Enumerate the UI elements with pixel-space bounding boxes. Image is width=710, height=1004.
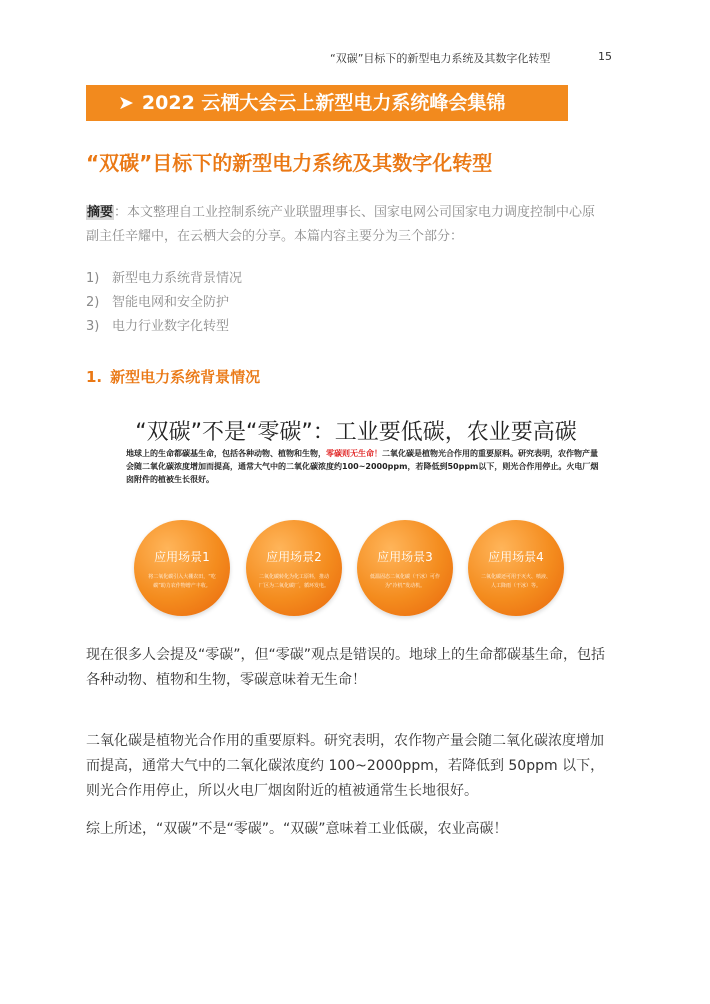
article-title: “双碳”目标下的新型电力系统及其数字化转型 xyxy=(86,151,493,175)
scenario-title: 应用场景2 xyxy=(266,550,322,564)
scenario-circle xyxy=(468,520,564,616)
body-paragraph: 二氧化碳是植物光合作用的重要原料。研究表明，农作物产量会随二氧化碳浓度增加而提高，通常大气中的二氧化碳浓度约 100~2000ppm，若降低到 50ppm 以下，则光合作用停止，所以火电厂烟囱附近的植被通常生长地很好。 xyxy=(86,733,605,799)
abstract-label: 摘要 xyxy=(87,205,114,220)
outline-label: 智能电网和安全防护 xyxy=(112,295,230,310)
abstract xyxy=(86,201,606,249)
body-paragraph: 现在很多人会提及“零碳”，但“零碳”观点是错误的。地球上的生命都碳基生命，包括各种动物、植物和生物，零碳意味着无生命！ xyxy=(86,647,606,688)
slide-title: “双碳”不是“零碳”：工业要低碳，农业要高碳 xyxy=(135,420,577,445)
scenario-circle xyxy=(246,520,342,616)
outline-number: 3) xyxy=(86,319,100,334)
abstract-text: ：本文整理自工业控制系统产业联盟理事长、国家电网公司国家电力调度控制中心原副主任辛耀中，在云栖大会的分享。本篇内容主要分为三个部分： xyxy=(86,205,596,244)
scenario-circle xyxy=(357,520,453,616)
outline-number: 1) xyxy=(86,271,100,286)
page-number: 15 xyxy=(598,50,612,63)
outline-label: 新型电力系统背景情况 xyxy=(112,271,243,286)
slide-desc-text: 地球上的生命都碳基生命，包括各种动物、植物和生物， xyxy=(126,449,326,458)
slide-image xyxy=(86,415,626,630)
scenario-circle xyxy=(134,520,230,616)
section-number: 1. xyxy=(86,368,103,386)
scenario-title: 应用场景4 xyxy=(488,550,544,564)
outline-item xyxy=(86,315,606,339)
slide-description xyxy=(126,447,601,486)
section-heading xyxy=(86,366,260,387)
scenario-desc: 将二氧化碳引入大棚农田，“吃碳”助力农作物增产丰收。 xyxy=(148,574,216,589)
section-title: 新型电力系统背景情况 xyxy=(110,368,261,386)
outline-item xyxy=(86,267,606,291)
scenario-circles xyxy=(134,520,574,620)
scenario-desc: 低温固态二氧化碳（干冰）可作为“冷机”发动机。 xyxy=(369,574,440,589)
scenario-desc: 二氧化碳转化为化工原料，推动厂区为二氧化碳厂，循环发电。 xyxy=(258,574,329,589)
outline-number: 2) xyxy=(86,295,100,310)
running-title: “双碳”目标下的新型电力系统及其数字化转型 xyxy=(330,52,551,65)
outline-item xyxy=(86,291,606,315)
scenario-title: 应用场景1 xyxy=(154,550,210,564)
outline-label: 电力行业数字化转型 xyxy=(112,319,230,334)
slide-desc-highlight: 零碳则无生命！ xyxy=(326,449,382,458)
body-paragraph: 综上所述，“双碳”不是“零碳”。“双碳”意味着工业低碳，农业高碳！ xyxy=(86,821,508,837)
content-outline xyxy=(86,267,606,339)
arrow-icon: ➤ xyxy=(118,92,134,114)
slide-desc-text: 二氧化碳是植物光合作用的重要原料。研究表明，农作物产量会随二氧化碳浓度增加而提高，通常大气中的二氧化碳浓度约100~2000ppm，若降低到50ppm以下，则光合作用停止。火电厂烟囱附件的植被生长很好。 xyxy=(126,449,599,484)
section-banner xyxy=(86,85,568,121)
scenario-desc: 二氧化碳还可用于灭火、喷液、人工降雨（干冰）等。 xyxy=(480,574,551,589)
section-banner-text: 2022 云栖大会云上新型电力系统峰会集锦 xyxy=(141,92,506,114)
scenario-title: 应用场景3 xyxy=(377,550,433,564)
